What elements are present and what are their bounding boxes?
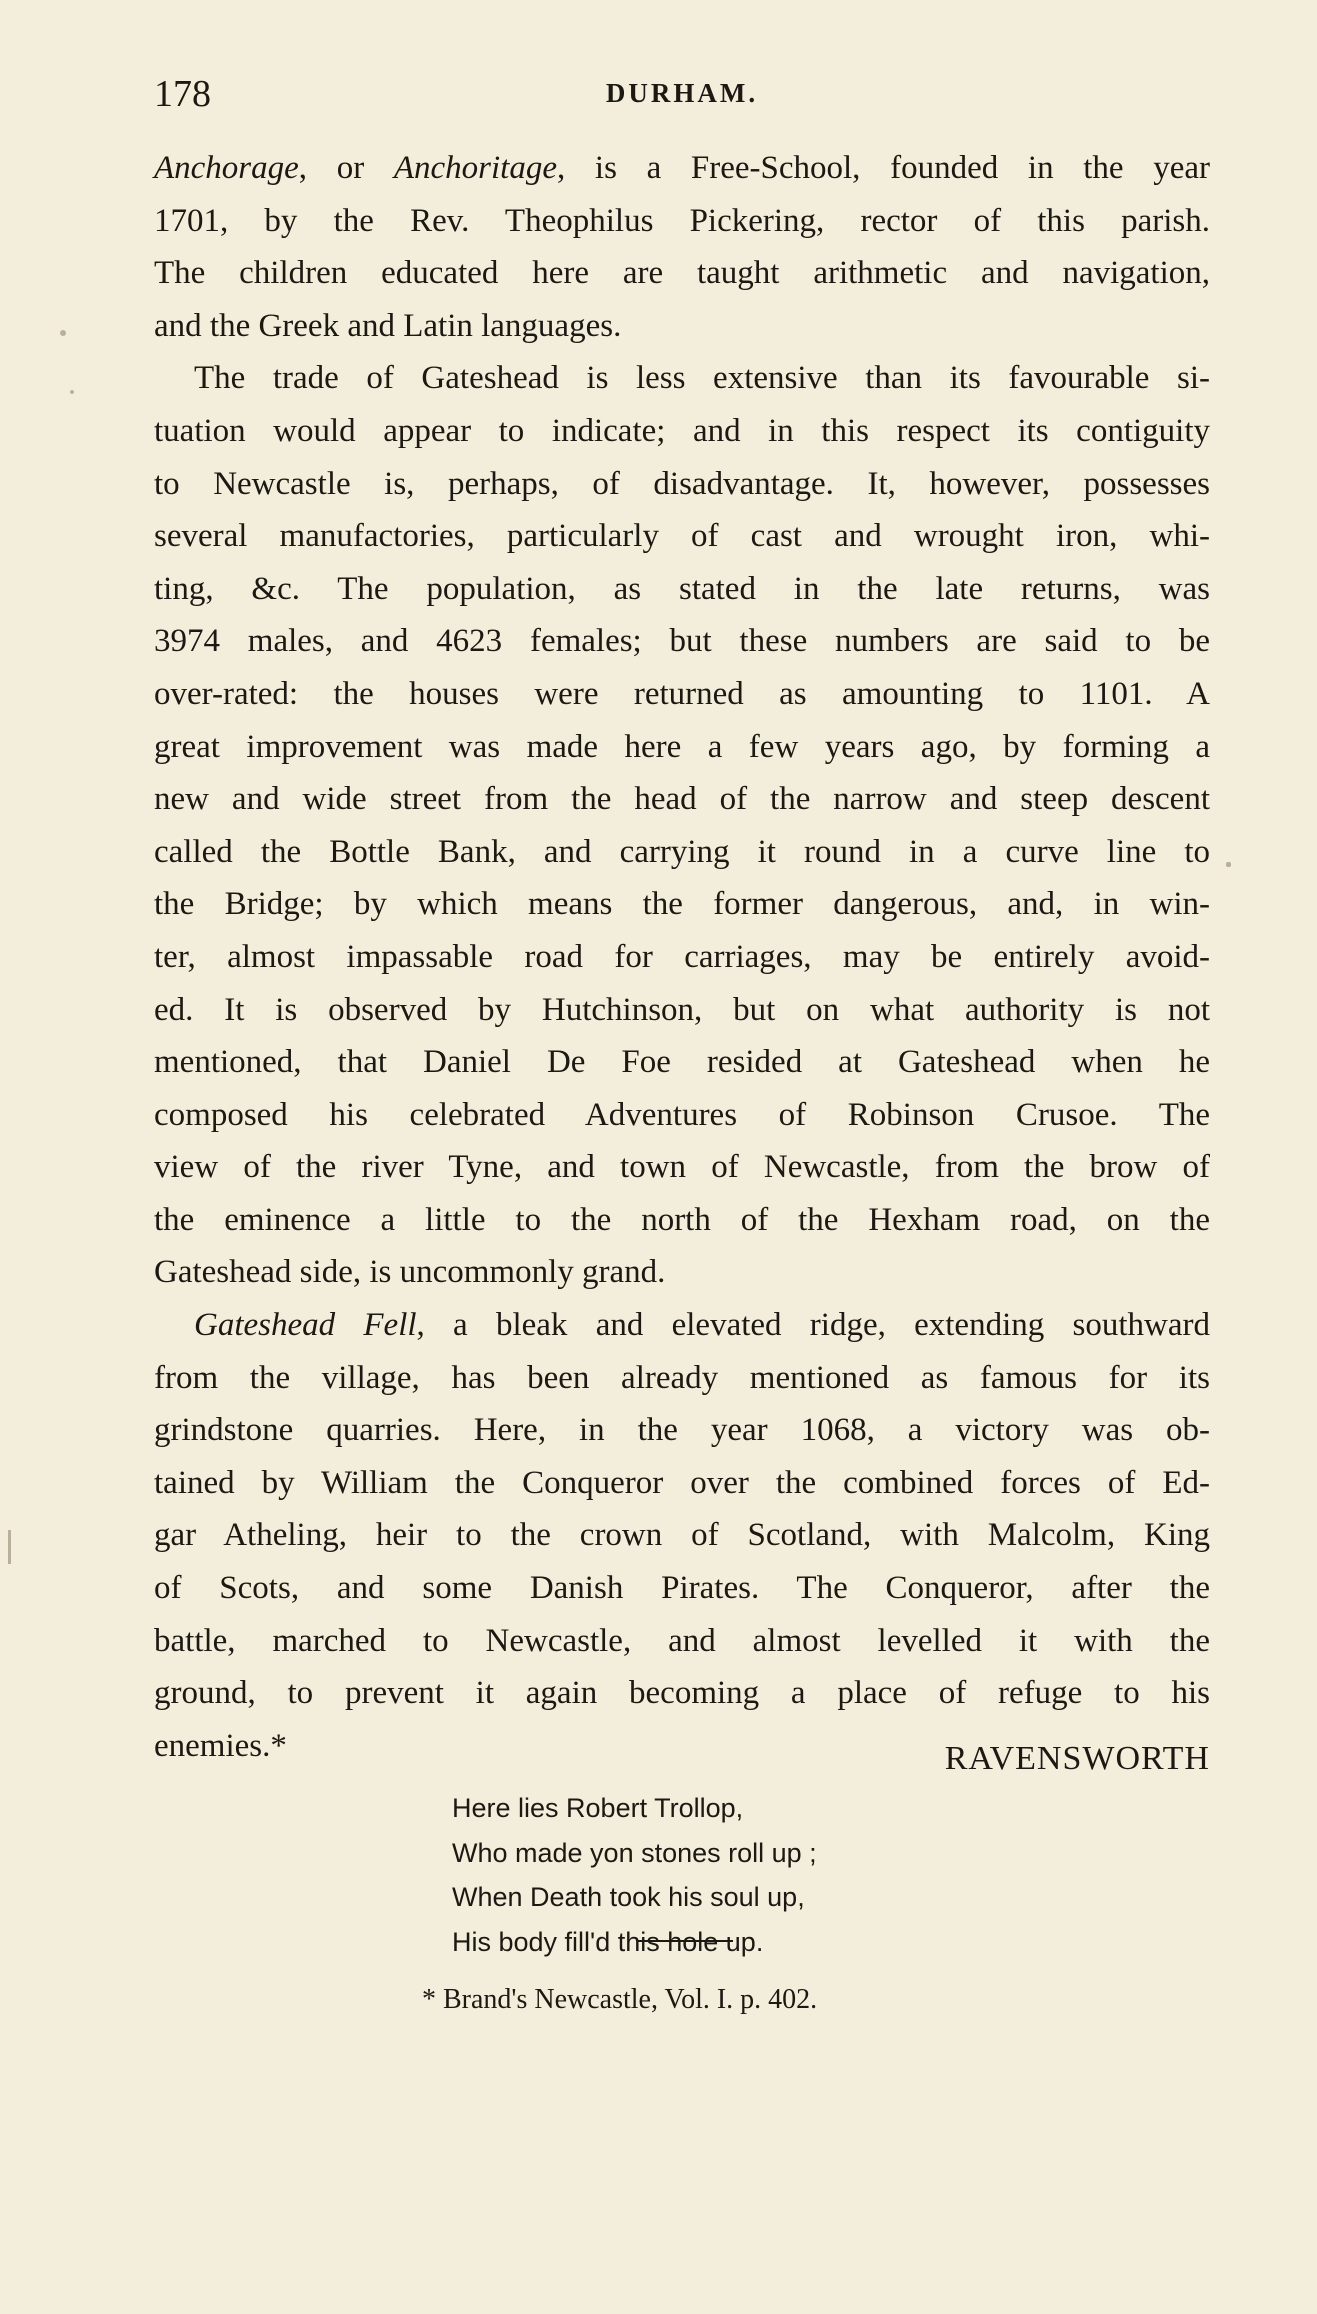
epitaph (452, 1786, 817, 1964)
footnote: * Brand's Newcastle, Vol. I. p. 402. (422, 1984, 818, 2015)
epitaph-line: Who made yon stones roll up ; (452, 1837, 817, 1868)
text-line: from the village, has been already mentioned as famous for its (154, 1359, 1210, 1396)
text-line: mentioned, that Daniel De Foe resided at Gateshead when he (154, 1044, 1210, 1081)
text-line: view of the river Tyne, and town of Newcastle, from the brow of (154, 1149, 1210, 1186)
text-line: The trade of Gateshead is less extensive than its favourable si- (194, 360, 1210, 397)
text-line: composed his celebrated Adventures of Robinson Crusoe. The (154, 1096, 1210, 1133)
text-line: great improvement was made here a few years ago, by forming a (154, 728, 1210, 765)
text-line: ter, almost impassable road for carriages, may be entirely avoid- (154, 938, 1210, 975)
page-header (154, 72, 1210, 120)
text-line: Anchorage, or Anchoritage, is a Free-School, founded in the year (154, 150, 1210, 186)
section-title: RAVENSWORTH (944, 1740, 1210, 1777)
text-line: several manufactories, particularly of cast and wrought iron, whi- (154, 518, 1210, 555)
text-line: Gateshead side, is uncommonly grand. (154, 1254, 666, 1291)
text-line: to Newcastle is, perhaps, of disadvantage. It, however, possesses (154, 465, 1210, 502)
text-line: new and wide street from the head of the narrow and steep descent (154, 781, 1210, 818)
epitaph-line: When Death took his soul up, (452, 1882, 805, 1912)
text-line: tained by William the Conqueror over the combined forces of Ed- (154, 1464, 1210, 1501)
text-line: 3974 males, and 4623 females; but these numbers are said to be (154, 623, 1210, 660)
epitaph-line: Here lies Robert Trollop, (452, 1793, 744, 1823)
text-line: gar Atheling, heir to the crown of Scotland, with Malcolm, King (154, 1517, 1210, 1554)
text-line: grindstone quarries. Here, in the year 1068, a victory was ob- (154, 1412, 1210, 1449)
paper-speck (60, 330, 66, 336)
epitaph-line: His body fill'd this hole up. (452, 1926, 764, 1957)
text-line: the eminence a little to the north of the Hexham road, on the (154, 1201, 1210, 1238)
running-head: DURHAM. (605, 78, 759, 108)
paper-speck (70, 390, 74, 394)
text-line: called the Bottle Bank, and carrying it round in a curve line to (154, 833, 1210, 870)
footnote-rule (637, 1940, 733, 1942)
text-line: ground, to prevent it again becoming a place of refuge to his (154, 1675, 1210, 1712)
text-line: Gateshead Fell, a bleak and elevated ridge, extending southward (194, 1307, 1210, 1344)
text-line: of Scots, and some Danish Pirates. The Conqueror, after the (154, 1570, 1210, 1607)
body-text (154, 142, 1210, 1772)
text-line: enemies.* (154, 1727, 287, 1764)
text-line: 1701, by the Rev. Theophilus Pickering, rector of this parish. (154, 202, 1210, 239)
text-line: over-rated: the houses were returned as amounting to 1101. A (154, 675, 1210, 712)
text-line: tuation would appear to indicate; and in this respect its contiguity (154, 412, 1210, 449)
paper-speck (8, 1530, 11, 1564)
text-line: the Bridge; by which means the former dangerous, and, in win- (154, 886, 1210, 923)
page-number: 178 (154, 73, 211, 115)
text-line: The children educated here are taught arithmetic and navigation, (154, 255, 1210, 292)
text-line: ed. It is observed by Hutchinson, but on what authority is not (154, 991, 1210, 1028)
text-line: battle, marched to Newcastle, and almost levelled it with the (154, 1622, 1210, 1659)
text-line: and the Greek and Latin languages. (154, 307, 622, 344)
paper-speck (1226, 862, 1231, 867)
text-line: ting, &c. The population, as stated in the late returns, was (154, 570, 1210, 607)
